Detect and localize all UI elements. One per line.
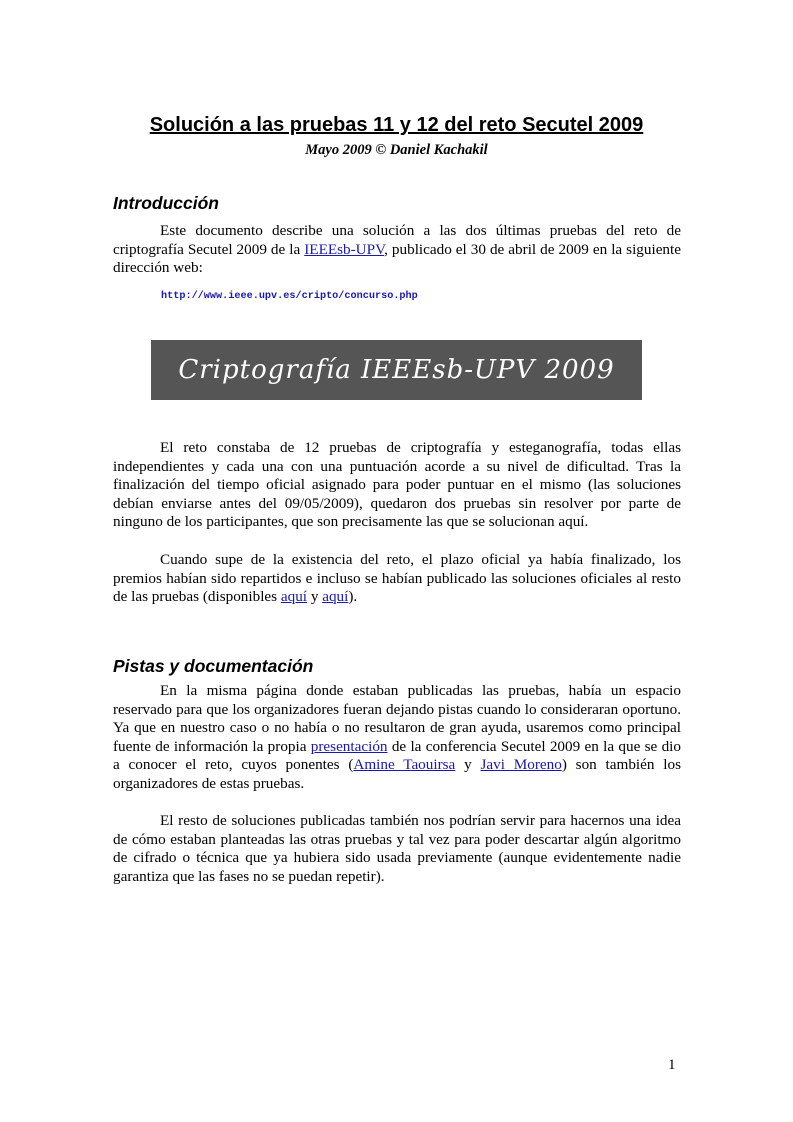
intro-paragraph-2: El reto constaba de 12 pruebas de criptografía y esteganografía, todas ellas independientes y cada una con una puntuación acorde a su nivel de dificultad. Tras la finalización del tiempo oficial asignado para poder puntuar en el mismo (las soluciones debían enviarse antes del 09/05/2009), quedaron dos pruebas sin resolver por parte de ninguno de los participantes, que son precisamente las que se solucionan aquí. [113, 439, 681, 531]
intro-paragraph-1 [113, 222, 681, 278]
amine-taouirsa-link[interactable]: Amine Taouirsa [353, 756, 456, 774]
clues-p1-text-b: de la conferencia Secutel 2009 en la que se dio a conocer el reto, cuyos ponentes ( [113, 737, 681, 774]
page-title: Solución a las pruebas 11 y 12 del reto Secutel 2009 [149, 114, 644, 136]
contest-url: http://www.ieee.upv.es/cripto/concurso.php [161, 291, 418, 302]
page-subtitle: Mayo 2009 © Daniel Kachakil [305, 142, 488, 158]
solutions-link-1[interactable]: aquí [280, 588, 308, 606]
clues-p1-text-c: y [455, 756, 481, 774]
section-heading-introduccion: Introducción [113, 193, 219, 213]
banner-text: Criptografía IEEEsb-UPV 2009 [178, 355, 615, 385]
intro-p3-text-c: ). [348, 588, 358, 606]
ieeesb-upv-link[interactable]: IEEEsb-UPV [304, 240, 385, 258]
clues-paragraph-2: El resto de soluciones publicadas también nos podrían servir para hacernos una idea de cómo estaban planteadas las otras pruebas y tal vez para poder descartar algún algoritmo de cifrado o técnica que ya hubiera sido usada previamente (aunque evidentemente nadie garantiza que las fases no se puedan repetir). [113, 812, 681, 885]
clues-paragraph-1 [113, 682, 681, 794]
intro-p1-text-a: Este documento describe una solución a las dos últimas pruebas del reto de criptografía Secutel 2009 de la [113, 222, 681, 258]
intro-p1-text-b: , publicado el 30 de abril de 2009 en la siguiente dirección web: [113, 240, 681, 277]
clues-p1-text-a: En la misma página donde estaban publicadas las pruebas, había un espacio reservado para que los organizadores fueran dejando pistas cuando lo consideraran oportuno. Ya que en nuestro caso o no había o no resultaron de gran ayuda, usaremos como principal fuente de información la propia [113, 682, 681, 755]
contest-banner [151, 340, 642, 400]
presentacion-link[interactable]: presentación [310, 737, 388, 755]
solutions-link-2[interactable]: aquí [322, 588, 349, 606]
intro-p3-text-b: y [307, 588, 323, 606]
intro-paragraph-3 [113, 551, 681, 607]
page-number: 1 [668, 1057, 676, 1073]
clues-p1-text-d: ) son también los organizadores de estas pruebas. [113, 756, 681, 792]
javi-moreno-link[interactable]: Javi Moreno [480, 756, 562, 774]
section-heading-pistas: Pistas y documentación [113, 656, 314, 676]
intro-p3-text-a: Cuando supe de la existencia del reto, el plazo oficial ya había finalizado, los premios habían sido repartidos e incluso se habían publicado las soluciones oficiales al resto de las pruebas (disponibles [113, 551, 681, 606]
